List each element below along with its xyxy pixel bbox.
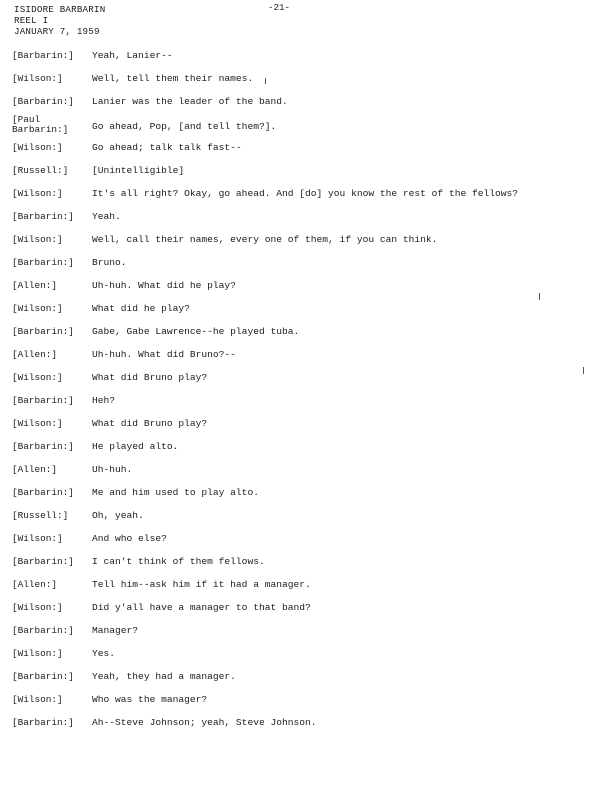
page-number: -21- — [268, 2, 291, 13]
transcript-row — [12, 672, 602, 695]
transcript-row — [12, 97, 602, 120]
speaker-label: [Wilson:] — [12, 142, 63, 153]
speaker-label: [Barbarin:] — [12, 326, 74, 337]
dialogue-text: What did he play? — [92, 303, 190, 314]
transcript-row — [12, 626, 602, 649]
speaker-label: [Wilson:] — [12, 234, 63, 245]
dialogue-text: What did Bruno play? — [92, 372, 208, 383]
dialogue-text: What did Bruno play? — [92, 418, 208, 429]
interview-date: JANUARY 7, 1959 — [14, 26, 100, 37]
transcript-row — [12, 649, 602, 672]
speaker-label: [Barbarin:] — [12, 625, 74, 636]
dialogue-text: I can't think of them fellows. — [92, 556, 265, 567]
speaker-label: [Wilson:] — [12, 188, 63, 199]
speaker-label: [Wilson:] — [12, 372, 63, 383]
dialogue-text: Yeah, they had a manager. — [92, 671, 236, 682]
transcript-row — [12, 212, 602, 235]
dialogue-text: Uh-huh. What did Bruno?-- — [92, 349, 236, 360]
dialogue-text: Lanier was the leader of the band. — [92, 96, 288, 107]
speaker-label: [Allen:] — [12, 464, 58, 475]
dialogue-text: Yeah. — [92, 211, 121, 222]
dialogue-text: Manager? — [92, 625, 139, 636]
speaker-label: [Russell:] — [12, 165, 69, 176]
speaker-label: [Barbarin:] — [12, 671, 74, 682]
dialogue-text: Me and him used to play alto. — [92, 487, 259, 498]
transcript-row — [12, 488, 602, 511]
transcript-row — [12, 419, 602, 442]
narrator-name: ISIDORE BARBARIN — [14, 4, 106, 15]
dialogue-text: Well, call their names, every one of them, if you can think. — [92, 234, 438, 245]
dialogue-text: Heh? — [92, 395, 116, 406]
dialogue-text: [Unintelligible] — [92, 165, 185, 176]
speaker-label: [Barbarin:] — [12, 441, 74, 452]
speaker-label: [Barbarin:] — [12, 50, 74, 61]
transcript-row — [12, 327, 602, 350]
dialogue-text: Who was the manager? — [92, 694, 208, 705]
speaker-label: [Barbarin:] — [12, 211, 74, 222]
transcript-row — [12, 373, 602, 396]
transcript-row — [12, 258, 602, 281]
transcript-row — [12, 396, 602, 419]
dialogue-text: Tell him--ask him if it had a manager. — [92, 579, 311, 590]
transcript-row — [12, 235, 602, 258]
transcript-row — [12, 281, 602, 304]
speaker-label: [Wilson:] — [12, 303, 63, 314]
dialogue-text: Bruno. — [92, 257, 127, 268]
margin-mark — [583, 367, 584, 374]
speaker-label: [Wilson:] — [12, 694, 63, 705]
speaker-label: [Barbarin:] — [12, 487, 74, 498]
dialogue-text: It's all right? Okay, go ahead. And [do] you know the rest of the fellows? — [92, 188, 519, 199]
transcript-row — [12, 166, 602, 189]
speaker-label: [Wilson:] — [12, 418, 63, 429]
speaker-label: [Allen:] — [12, 349, 58, 360]
dialogue-text: Did y'all have a manager to that band? — [92, 602, 311, 613]
dialogue-text: Uh-huh. What did he play? — [92, 280, 236, 291]
transcript-body — [12, 51, 602, 741]
speaker-label: [Allen:] — [12, 280, 58, 291]
dialogue-text: He played alto. — [92, 441, 179, 452]
speaker-label: [Wilson:] — [12, 602, 63, 613]
transcript-row — [12, 511, 602, 534]
dialogue-text: Yes. — [92, 648, 116, 659]
margin-mark — [265, 78, 266, 84]
transcript-row — [12, 143, 602, 166]
document-header — [14, 4, 105, 37]
speaker-label: [Wilson:] — [12, 73, 63, 84]
speaker-label: [Russell:] — [12, 510, 69, 521]
reel-label: REEL I — [14, 15, 49, 26]
transcript-row — [12, 580, 602, 603]
speaker-label: [Barbarin:] — [12, 395, 74, 406]
dialogue-text: Well, tell them their names. — [92, 73, 254, 84]
dialogue-text: Gabe, Gabe Lawrence--he played tuba. — [92, 326, 300, 337]
speaker-label: [Barbarin:] — [12, 257, 74, 268]
dialogue-text: Uh-huh. — [92, 464, 133, 475]
speaker-label: [Barbarin:] — [12, 96, 74, 107]
dialogue-text: Ah--Steve Johnson; yeah, Steve Johnson. — [92, 717, 317, 728]
transcript-row — [12, 350, 602, 373]
transcript-row — [12, 465, 602, 488]
speaker-label: [Wilson:] — [12, 648, 63, 659]
transcript-row — [12, 114, 602, 143]
transcript-row — [12, 189, 602, 212]
dialogue-text: Oh, yeah. — [92, 510, 144, 521]
transcript-row — [12, 51, 602, 74]
speaker-label: [Allen:] — [12, 579, 58, 590]
dialogue-text: And who else? — [92, 533, 167, 544]
dialogue-text: Go ahead; talk talk fast-- — [92, 142, 242, 153]
dialogue-text: Yeah, Lanier-- — [92, 50, 173, 61]
transcript-row — [12, 534, 602, 557]
margin-mark — [539, 293, 540, 300]
transcript-row — [12, 74, 602, 97]
transcript-row — [12, 695, 602, 718]
transcript-row — [12, 603, 602, 626]
transcript-row — [12, 718, 602, 741]
speaker-label: [Paul Barbarin:] — [12, 114, 69, 135]
transcript-row — [12, 557, 602, 580]
transcript-row — [12, 442, 602, 465]
speaker-label: [Barbarin:] — [12, 556, 74, 567]
transcript-row — [12, 304, 602, 327]
speaker-label: [Barbarin:] — [12, 717, 74, 728]
speaker-label: [Wilson:] — [12, 533, 63, 544]
dialogue-text: Go ahead, Pop, [and tell them?]. — [92, 121, 277, 132]
